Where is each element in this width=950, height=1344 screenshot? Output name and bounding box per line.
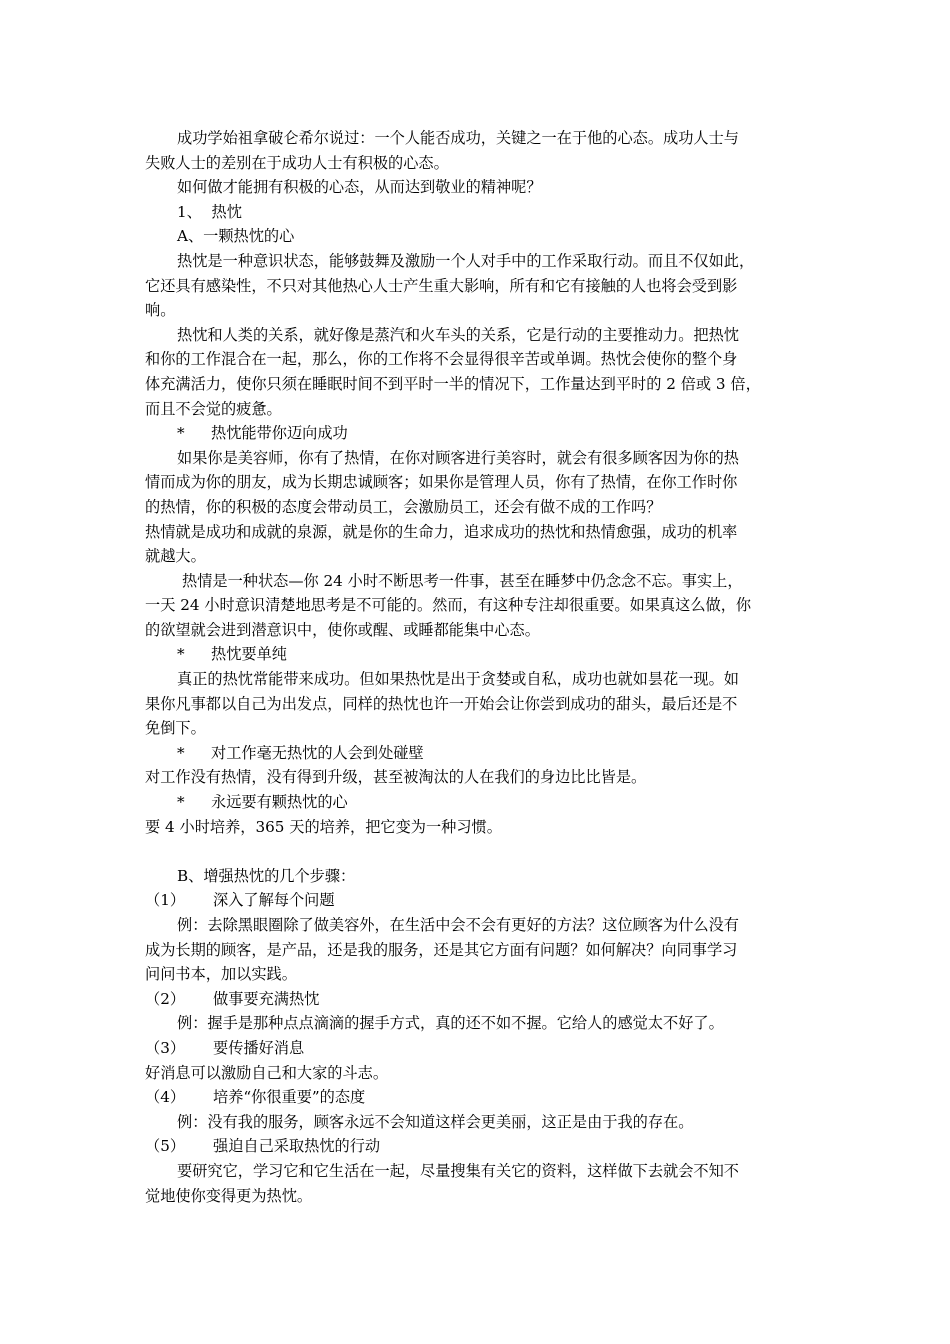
step-title: 要传播好消息 xyxy=(213,1038,305,1057)
body-line: 如何做才能拥有积极的心态，从而达到敬业的精神呢？ xyxy=(177,178,542,197)
step-heading xyxy=(145,1036,813,1061)
body-line: 好消息可以激励自己和大家的斗志。 xyxy=(145,1063,388,1082)
body-line: 响。 xyxy=(145,301,176,320)
body-line: 如果你是美容师，你有了热情，在你对顾客进行美容时，就会有很多顾客因为你的热 xyxy=(177,448,739,467)
body-line: 成为长期的顾客，是产品，还是我的服务，还是其它方面有问题？如何解决？向同事学习 xyxy=(145,940,738,959)
step-title: 培养“你很重要”的态度 xyxy=(213,1088,366,1107)
step-number: （3） xyxy=(145,1038,186,1057)
step-heading xyxy=(145,987,813,1012)
step-number: （4） xyxy=(145,1088,186,1107)
body-line: 热忱和人类的关系，就好像是蒸汽和火车头的关系，它是行动的主要推动力。把热忱 xyxy=(177,325,739,344)
body-line: 而且不会觉的疲惫。 xyxy=(145,399,282,418)
body-line: 热情就是成功和成就的泉源，就是你的生命力，追求成功的热忱和热情愈强，成功的机率 xyxy=(145,522,738,541)
body-line: 觉地使你变得更为热忱。 xyxy=(145,1186,313,1205)
body-line: 失败人士的差别在于成功人士有积极的心态。 xyxy=(145,153,449,172)
body-line: 问问书本，加以实践。 xyxy=(145,965,297,984)
bullet-text: 永远要有颗热忱的心 xyxy=(211,793,348,812)
body-line: 果你凡事都以自己为出发点，同样的热忱也许一开始会让你尝到成功的甜头，最后还是不 xyxy=(145,694,738,713)
subsection-heading-a: A、一颗热忱的心 xyxy=(177,227,295,246)
bullet-text: 热忱要单纯 xyxy=(211,645,287,664)
body-line: 例：握手是那种点点滴滴的握手方式，真的还不如不握。它给人的感觉太不好了。 xyxy=(177,1014,724,1033)
body-line: 热忱是一种意识状态，能够鼓舞及激励一个人对手中的工作采取行动。而且不仅如此， xyxy=(177,251,755,270)
step-heading xyxy=(145,888,813,913)
body-line: 就越大。 xyxy=(145,547,206,566)
step-number: （1） xyxy=(145,891,186,910)
blank-line xyxy=(145,839,813,864)
body-line: 的热情，你的积极的态度会带动员工，会激励员工，还会有做不成的工作吗？ xyxy=(145,497,662,516)
step-title: 强迫自己采取热忱的行动 xyxy=(213,1137,381,1156)
step-heading xyxy=(145,1085,813,1110)
step-heading xyxy=(145,1134,813,1159)
body-line: 例：没有我的服务，顾客永远不会知道这样会更美丽，这正是由于我的存在。 xyxy=(177,1112,694,1131)
section-number: 1、 xyxy=(177,202,202,221)
section-heading-1 xyxy=(145,200,813,225)
step-number: （2） xyxy=(145,989,186,1008)
bullet-heading xyxy=(145,642,813,667)
body-line: 例：去除黑眼圈除了做美容外，在生活中会不会有更好的方法？这位顾客为什么没有 xyxy=(177,916,739,934)
body-line: 一天 24 小时意识清楚地思考是不可能的。然而，有这种专注却很重要。如果真这么做，你 xyxy=(145,596,752,615)
step-title: 深入了解每个问题 xyxy=(213,891,335,910)
bullet-heading xyxy=(145,790,813,815)
body-line: 免倒下。 xyxy=(145,719,206,738)
body-line: 要研究它，学习它和它生活在一起，尽量搜集有关它的资料，这样做下去就会不知不 xyxy=(177,1161,739,1180)
bullet-text: 热忱能带你迈向成功 xyxy=(211,424,348,443)
bullet-star: * xyxy=(177,424,185,443)
body-line: 体充满活力，使你只须在睡眠时间不到平时一半的情况下，工作量达到平时的 2 倍或 3 倍， xyxy=(145,374,761,393)
body-line: 的欲望就会进到潜意识中，使你或醒、或睡都能集中心态。 xyxy=(145,620,540,639)
bullet-star: * xyxy=(177,645,185,664)
body-line: 它还具有感染性，不只对其他热心人士产生重大影响，所有和它有接触的人也将会受到影 xyxy=(145,276,738,295)
step-title: 做事要充满热忱 xyxy=(213,989,320,1008)
bullet-text: 对工作毫无热忱的人会到处碰壁 xyxy=(211,743,424,762)
steps-list xyxy=(145,888,813,1208)
document-body xyxy=(145,126,813,1208)
body-line: 和你的工作混合在一起，那么，你的工作将不会显得很辛苦或单调。热忱会使你的整个身 xyxy=(145,350,738,369)
body-line: 真正的热忱常能带来成功。但如果热忱是出于贪婪或自私，成功也就如昙花一现。如 xyxy=(177,670,739,689)
body-line: 情而成为你的朋友，成为长期忠诚顾客；如果你是管理人员，你有了热情，在你工作时你 xyxy=(145,473,738,492)
body-line: 热情是一种状态—你 24 小时不断思考一件事，甚至在睡梦中仍念念不忘。事实上， xyxy=(182,571,743,590)
section-title: 热忱 xyxy=(211,202,242,221)
bullet-heading xyxy=(145,421,813,446)
body-line: 成功学始祖拿破仑希尔说过：一个人能否成功，关键之一在于他的心态。成功人士与 xyxy=(177,129,739,147)
bullet-star: * xyxy=(177,743,185,762)
body-line: 要 4 小时培养，365 天的培养，把它变为一种习惯。 xyxy=(145,817,502,836)
body-line: 对工作没有热情，没有得到升级，甚至被淘汰的人在我们的身边比比皆是。 xyxy=(145,768,647,787)
step-number: （5） xyxy=(145,1137,186,1156)
subsection-heading-b: B、增强热忱的几个步骤： xyxy=(177,866,356,885)
bullet-heading xyxy=(145,741,813,766)
bullet-star: * xyxy=(177,793,185,812)
